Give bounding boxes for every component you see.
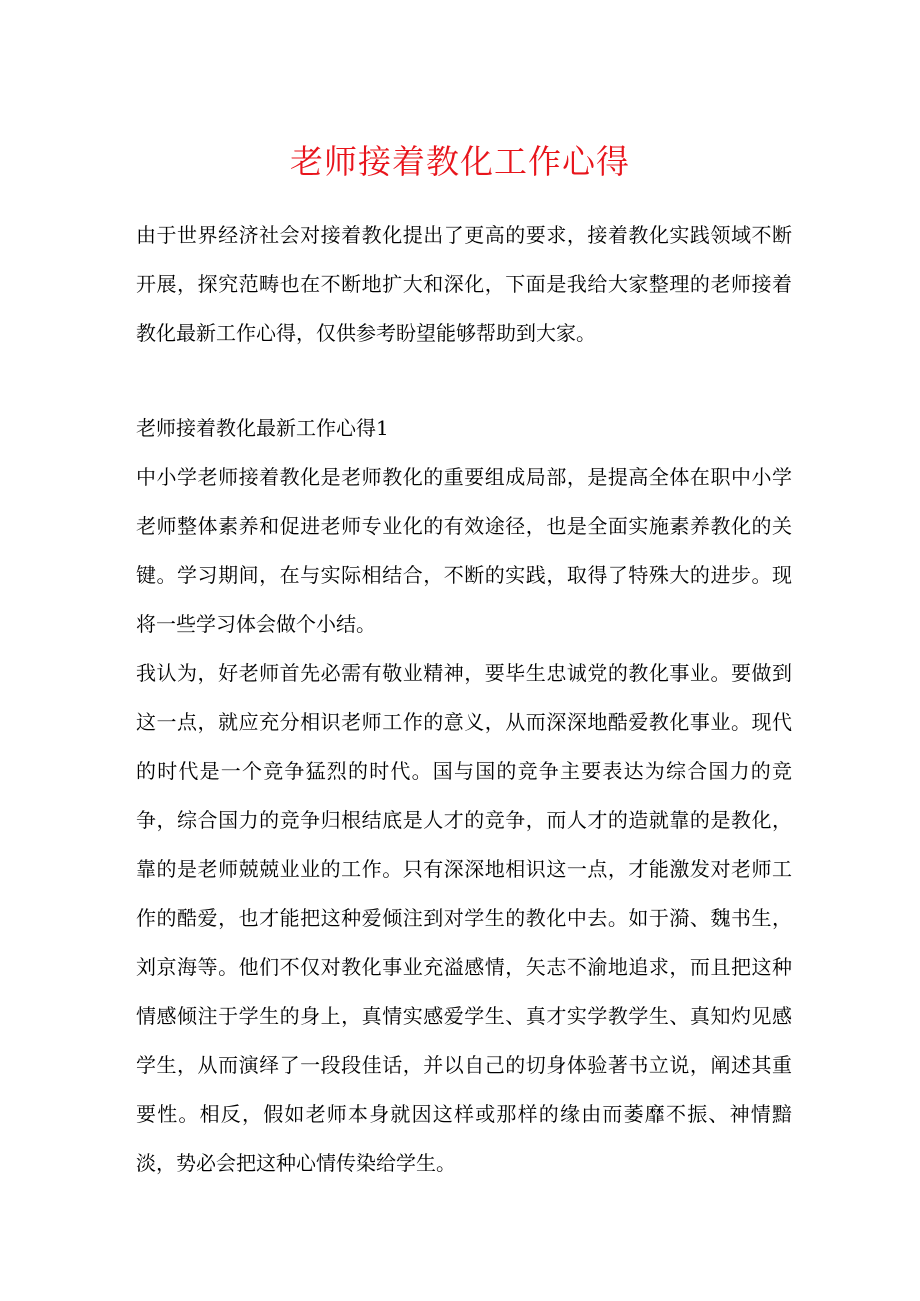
body-paragraph: 我认为，好老师首先必需有敬业精神，要毕生忠诚党的教化事业。要做到这一点，就应充分相识老师工作的意义，从而深深地酷爱教化事业。现代的时代是一个竞争猛烈的时代。国与国的竞争主要表达为综合国力的竞争，综合国力的竞争归根结底是人才的竞争，而人才的造就靠的是教化，靠的是老师兢兢业业的工作。只有深深地相识这一点，才能激发对老师工作的酷爱，也才能把这种爱倾注到对学生的教化中去。如于漪、魏书生，刘京海等。他们不仅对教化事业充溢感情，矢志不渝地追求，而且把这种情感倾注于学生的身上，真情实感爱学生、真才实学教学生、真知灼见感学生，从而演绎了一段段佳话，并以自己的切身体验著书立说，阐述其重要性。相反，假如老师本身就因这样或那样的缘由而萎靡不振、神情黯淡，势必会把这种心情传染给学生。 <box>136 661 792 1175</box>
intro-paragraph: 由于世界经济社会对接着教化提出了更高的要求，接着教化实践领域不断开展，探究范畴也在不断地扩大和深化，下面是我给大家整理的老师接着教化最新工作心得，仅供参考盼望能够帮助到大家。 <box>136 223 792 345</box>
document-title: 老师接着教化工作心得 <box>290 142 630 181</box>
section-heading: 老师接着教化最新工作心得1 <box>136 416 389 440</box>
body-paragraph: 中小学老师接着教化是老师教化的重要组成局部，是提高全体在职中小学老师整体素养和促进老师专业化的有效途径，也是全面实施素养教化的关键。学习期间，在与实际相结合，不断的实践，取得了特殊大的进步。现将一些学习体会做个小结。 <box>136 465 792 636</box>
